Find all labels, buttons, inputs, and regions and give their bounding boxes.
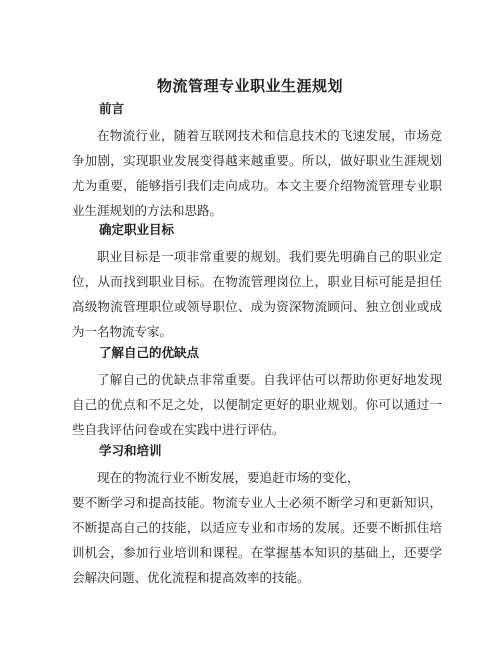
section-heading-strengths-weaknesses: 了解自己的优缺点 xyxy=(99,345,200,360)
section-body-career-goal: 职业目标是一项非常重要的规划。我们要先明确自己的职业定位，从而找到职业目标。在物流管理岗位上，职业目标可能是担任高级物流管理职位或领导职位、成为资深物流顾问、独立创业或成为一名物流专家。 xyxy=(72,249,442,339)
section-body-learning-training-line1: 现在的物流行业不断发展，要追赶市场的变化， xyxy=(97,470,360,485)
section-body-strengths-weaknesses: 了解自己的优缺点非常重要。自我评估可以帮助你更好地发现自己的优点和不足之处，以便制定更好的职业规划。你可以通过一些自我评估问卷或在实践中进行评估。 xyxy=(72,372,442,437)
section-body-preface: 在物流行业，随着互联网技术和信息技术的飞速发展，市场竞争加剧，实现职业发展变得越来越重要。所以，做好职业生涯规划尤为重要，能够指引我们走向成功。本文主要介绍物流管理专业职业生涯规划的方法和思路。 xyxy=(72,128,442,218)
section-heading-preface: 前言 xyxy=(99,101,125,116)
document-title: 物流管理专业职业生涯规划 xyxy=(156,77,343,95)
section-body-learning-training-rest: 要不断学习和提高技能。物流专业人士必须不断学习和更新知识，不断提高自己的技能，以适应专业和市场的发展。还要不断抓住培训机会，参加行业培训和课程。在掌握基本知识的基础上，还要学会解决问题、优化流程和提高效率的技能。 xyxy=(72,495,442,585)
section-heading-career-goal: 确定职业目标 xyxy=(99,222,175,237)
section-body-learning-training xyxy=(72,465,442,590)
section-heading-learning-training: 学习和培训 xyxy=(99,443,162,458)
